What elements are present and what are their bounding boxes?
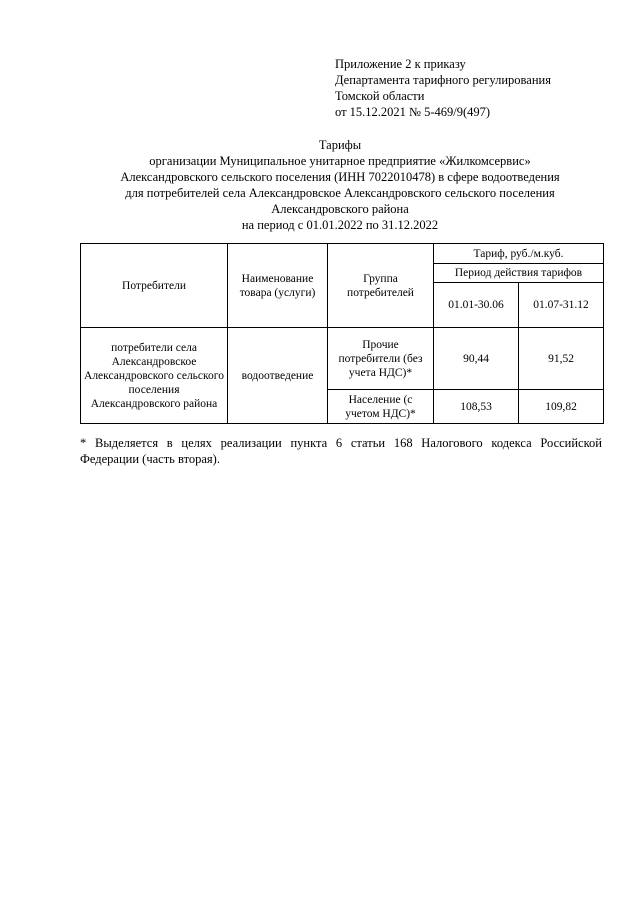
appendix-line: Приложение 2 к приказу: [335, 57, 466, 71]
table-header-row: [81, 244, 604, 264]
header-period-2: 01.07-31.12: [519, 283, 604, 328]
header-consumers: Потребители: [81, 244, 228, 328]
header-period-1: 01.01-30.06: [434, 283, 519, 328]
footnote: [80, 435, 602, 467]
title-line: организации Муниципальное унитарное предприятие «Жилкомсервис»: [149, 154, 531, 168]
header-tariff: Тариф, руб./м.куб.: [434, 244, 604, 264]
table-row: [81, 328, 604, 390]
title-line: на период с 01.01.2022 по 31.12.2022: [241, 218, 439, 232]
tariff-table: [80, 243, 604, 424]
footnote-line: * Выделяется в целях реализации пункта 6 статьи 168 Налогового кодекса Российской: [80, 436, 602, 450]
consumer-cell: потребители села Александровское Александровского сельского поселения Александровского района: [81, 328, 228, 424]
service-cell: водоотведение: [228, 328, 328, 424]
title-line: Александровского сельского поселения (ИНН 7022010478) в сфере водоотведения: [120, 170, 560, 184]
appendix-block: [335, 56, 551, 120]
title-heading: Тарифы: [318, 138, 362, 152]
tariff-value: 91,52: [519, 328, 604, 390]
title-line: для потребителей села Александровское Александровского сельского поселения: [125, 186, 555, 200]
footnote-line: Федерации (часть вторая).: [80, 452, 220, 466]
header-group: Группа потребителей: [328, 244, 434, 328]
title-line: Александровского района: [271, 202, 409, 216]
document-title: [40, 137, 640, 233]
tariff-value: 108,53: [434, 390, 519, 424]
appendix-line: Департамента тарифного регулирования: [335, 73, 551, 87]
tariff-value: 109,82: [519, 390, 604, 424]
appendix-line: от 15.12.2021 № 5-469/9(497): [335, 105, 491, 119]
group-cell: Прочие потребители (без учета НДС)*: [328, 328, 434, 390]
tariff-value: 90,44: [434, 328, 519, 390]
appendix-line: Томской области: [335, 89, 425, 103]
header-period: Период действия тарифов: [434, 264, 604, 283]
header-service: Наименование товара (услуги): [228, 244, 328, 328]
group-cell: Население (с учетом НДС)*: [328, 390, 434, 424]
